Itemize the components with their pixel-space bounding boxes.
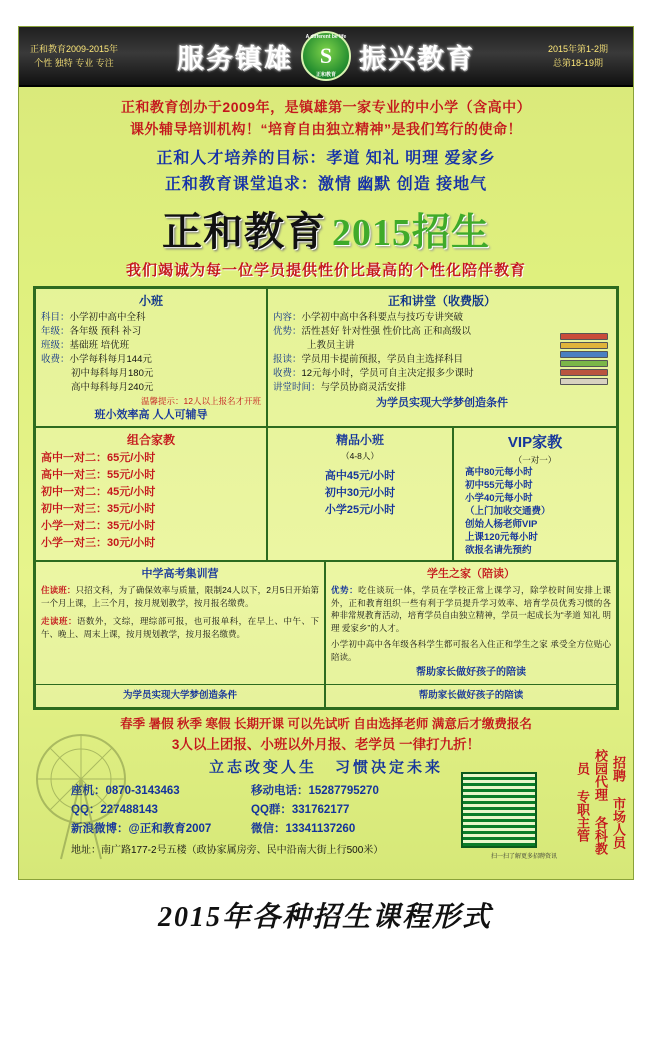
block-xsj-footer-cell	[325, 685, 617, 708]
block-xueshengzhijia	[325, 561, 617, 685]
intro-line1: 正和教育创办于2009年，是镇雄第一家专业的中小学（含高中）	[120, 99, 532, 115]
logo-letter: S	[319, 43, 333, 68]
price-item: （上门加收交通费）	[465, 506, 551, 517]
big-title-green: 2015招生	[331, 212, 490, 254]
contact-label: 新浪微博：	[71, 823, 129, 835]
block-xsj-footer: 帮助家长做好孩子的陪读	[416, 667, 526, 678]
logo-arc-bottom: 正和教育	[315, 72, 336, 78]
text-youshi: 吃住谈玩一体，学员在学校正常上课学习，除学校时间安排上课外，正和教育组织一些有利于学员提升学习效率、培育学员优秀习惯的各种非常规教育活动，培育学员自由独立精神，学员一起成长为“孝道 知礼 明理 爱家乡”的人才。	[331, 585, 611, 633]
price-item: 小学40元每小时	[465, 493, 533, 504]
block-zuhe-title: 组合家教	[126, 433, 175, 447]
kv-value: 高中每科每月240元	[71, 382, 154, 393]
bottom-line1: 春季 暑假 秋季 寒假 长期开课 可以先试听 自由选择老师 满意后才缴费报名	[120, 717, 532, 731]
contact-label: 微信：	[251, 823, 286, 835]
text-zoudu: 语数外，文综，理综部可报，也可报单科，在早上、中午、下午、晚上、周末上课，按月规划教学，按月报名缴费。	[41, 616, 319, 639]
header-left-text	[19, 42, 129, 70]
block-xiaoban-title: 小班	[138, 294, 163, 308]
kv-row	[273, 311, 611, 325]
books-stack-icon	[560, 333, 608, 377]
header-right-line2: 总第18-19期	[552, 58, 604, 68]
price-item: 高中一对二：65元/小时	[41, 452, 156, 464]
label-youshi: 优势：	[331, 585, 359, 595]
qr-code-icon	[461, 772, 537, 848]
block-xsj-p2: 小学初中高中各年级各科学生都可报名入住正和学生之家 承受全方位贴心陪读。	[331, 639, 611, 662]
qr-caption: 扫一扫了解更多招聘资讯	[490, 854, 557, 860]
kv-key: 科目：	[41, 312, 70, 323]
kv-key: 班级：	[41, 340, 70, 351]
price-list	[41, 450, 261, 552]
kv-key	[41, 381, 71, 395]
kv-key: 收费：	[41, 354, 70, 365]
kv-row	[41, 325, 261, 339]
contact-label: 移动电话：	[251, 785, 309, 797]
goal-block	[43, 146, 609, 198]
header-title-group	[129, 31, 523, 81]
price-item: 创始人杨老师VIP	[465, 519, 538, 530]
block-xiaoban	[35, 288, 267, 427]
contact-mobile	[251, 782, 379, 801]
label-zoudu: 走读班：	[41, 616, 77, 626]
block-zuhe	[35, 427, 267, 561]
price-item: 初中一对二：45元/小时	[41, 486, 156, 498]
price-item: 欲报名请先预约	[465, 545, 532, 556]
kv-value: 小学初中高中全科	[69, 312, 146, 323]
big-title-black: 正和教育	[161, 209, 326, 254]
header-left-line1: 正和教育2009-2015年	[29, 44, 119, 54]
kv-value: 小学每科每月144元	[69, 354, 152, 365]
block-jixunying-title: 中学高考集训营	[141, 568, 219, 580]
contact-value: 227488143	[100, 804, 158, 816]
block-jiangtang-title: 正和讲堂（收费版）	[387, 294, 496, 308]
poster-header	[19, 27, 633, 87]
address-line: 地址：南广路177-2号五楼（政协家属房旁、民中沿南大街上行500米）	[71, 845, 384, 856]
intro-paragraph	[37, 96, 615, 140]
block-xsj-p1	[331, 584, 611, 634]
contact-wechat	[251, 820, 355, 839]
kv-key: 年级：	[41, 326, 70, 337]
text-zhudu: 只招文科，为了确保效率与质量，限制24人以下，2月5日开始第一个月上课，上三个月，按月规划教学，按月报名缴费。	[41, 585, 319, 608]
bottom-line3: 立志改变人生 习惯决定未来	[208, 759, 443, 776]
goal-line2: 正和教育课堂追求：激情 幽默 创造 接地气	[164, 176, 488, 193]
contact-label: QQ群：	[251, 804, 292, 816]
block-jixunying-p1	[41, 584, 319, 609]
header-left-line2: 个性 独特 专业 专注	[34, 58, 114, 68]
company-logo-icon	[301, 31, 351, 81]
kv-value: 基础班 培优班	[69, 340, 130, 351]
block-jixunying-p2	[41, 615, 319, 640]
header-right-text	[523, 42, 633, 70]
kv-value: 各年级 预科 补习	[69, 326, 142, 337]
block-vip-title: VIP家教	[507, 434, 563, 451]
kv-value: 上教员主讲	[307, 340, 355, 351]
kv-key: 讲堂时间：	[273, 382, 321, 393]
page-caption: 2015年各种招生课程形式	[157, 902, 492, 933]
kv-row	[41, 311, 261, 325]
kv-row	[41, 381, 261, 395]
poster	[18, 26, 634, 880]
price-list	[459, 466, 611, 557]
kv-key: 内容：	[273, 312, 302, 323]
block-jingpin	[267, 427, 453, 561]
kv-row	[41, 339, 261, 353]
kv-value: 初中每科每月180元	[71, 368, 154, 379]
table-row	[35, 561, 617, 685]
price-item: 小学一对三：30元/小时	[41, 537, 156, 549]
contact-label: 座机：	[71, 785, 106, 797]
kv-value: 活性甚好 针对性强 性价比高 正和高级以	[301, 326, 471, 337]
price-item: 高中一对三：55元/小时	[41, 469, 156, 481]
contact-value: 331762177	[291, 804, 350, 816]
footer-peidu: 帮助家长做好孩子的陪读	[418, 690, 524, 701]
table-row	[35, 288, 617, 427]
big-title	[19, 200, 633, 257]
contact-label: QQ：	[71, 804, 101, 816]
block-jingpin-title: 精品小班	[335, 433, 384, 447]
kv-key	[41, 367, 71, 381]
kv-key: 优势：	[273, 326, 302, 337]
recruit-vertical-text: 招聘 市场人员 校园代理 各科教员 专职主管	[575, 749, 626, 855]
block-xsj-title: 学生之家（陪读）	[427, 568, 515, 580]
block-jiangtang	[267, 288, 617, 427]
label-zhudu: 住读班：	[41, 585, 76, 595]
contact-value: 13341137260	[285, 823, 356, 835]
table-row	[35, 685, 617, 708]
price-item: 小学一对二：35元/小时	[41, 520, 156, 532]
price-list	[273, 468, 447, 519]
ferris-wheel-decoration-icon	[21, 724, 171, 864]
poster-bottom	[19, 714, 633, 864]
price-item: 小学25元/小时	[324, 504, 396, 516]
price-item: 初中55元每小时	[465, 480, 533, 491]
contact-value: 15287795270	[308, 785, 379, 797]
kv-value: 12元每小时，学员可自主决定报多少课时	[301, 368, 474, 379]
intro-line2: 课外辅导培训机构！“培育自由独立精神”是我们笃行的使命！	[130, 121, 522, 137]
header-right-line1: 2015年第1-2期	[547, 44, 609, 54]
block-xiaoban-footer: 班小效率高 人人可辅导	[94, 409, 208, 421]
block-jixunying-footer-cell	[35, 685, 325, 708]
price-item: 高中45元/小时	[324, 470, 396, 482]
block-xiaoban-note: 温馨提示：12人以上报名才开班	[141, 396, 261, 406]
block-vip	[453, 427, 617, 561]
table-row	[35, 427, 617, 561]
kv-key: 收费：	[273, 368, 302, 379]
price-item: 高中80元每小时	[465, 467, 533, 478]
block-jixunying	[35, 561, 325, 685]
footer-dream: 为学员实现大学梦创造条件	[122, 690, 237, 701]
bottom-line2: 3人以上团报、小班以外月报、老学员 一律打九折！	[171, 737, 481, 752]
course-tables	[33, 286, 619, 710]
header-title-right: 振兴教育	[359, 43, 475, 74]
kv-row	[41, 353, 261, 367]
price-item: 初中一对三：35元/小时	[41, 503, 156, 515]
header-title-left: 服务镇雄	[177, 43, 293, 74]
kv-value: 学员用卡提前预报，学员自主选择科目	[301, 354, 464, 365]
contact-qqgroup	[251, 801, 349, 820]
slogan-text: 我们竭诚为每一位学员提供性价比最高的个性化陪伴教育	[125, 262, 526, 279]
logo-arc-top: A different be life	[305, 34, 347, 40]
block-jiangtang-footer: 为学员实现大学梦创造条件	[376, 397, 508, 409]
kv-key: 报读：	[273, 354, 302, 365]
block-vip-subtitle: （一对一）	[513, 455, 557, 465]
contact-value: @正和教育2007	[128, 823, 212, 835]
kv-value: 小学初中高中各科要点与技巧专讲突破	[301, 312, 464, 323]
kv-row	[41, 367, 261, 381]
price-item: 上课120元每小时	[465, 532, 538, 543]
kv-value: 与学员协商灵活安排	[320, 382, 407, 393]
price-item: 初中30元/小时	[324, 487, 396, 499]
contact-value: 0870-3143463	[105, 785, 180, 797]
block-jingpin-subtitle: （4-8人）	[341, 451, 379, 461]
kv-key	[273, 339, 307, 353]
goal-line1: 正和人才培养的目标：孝道 知礼 明理 爱家乡	[156, 150, 496, 167]
